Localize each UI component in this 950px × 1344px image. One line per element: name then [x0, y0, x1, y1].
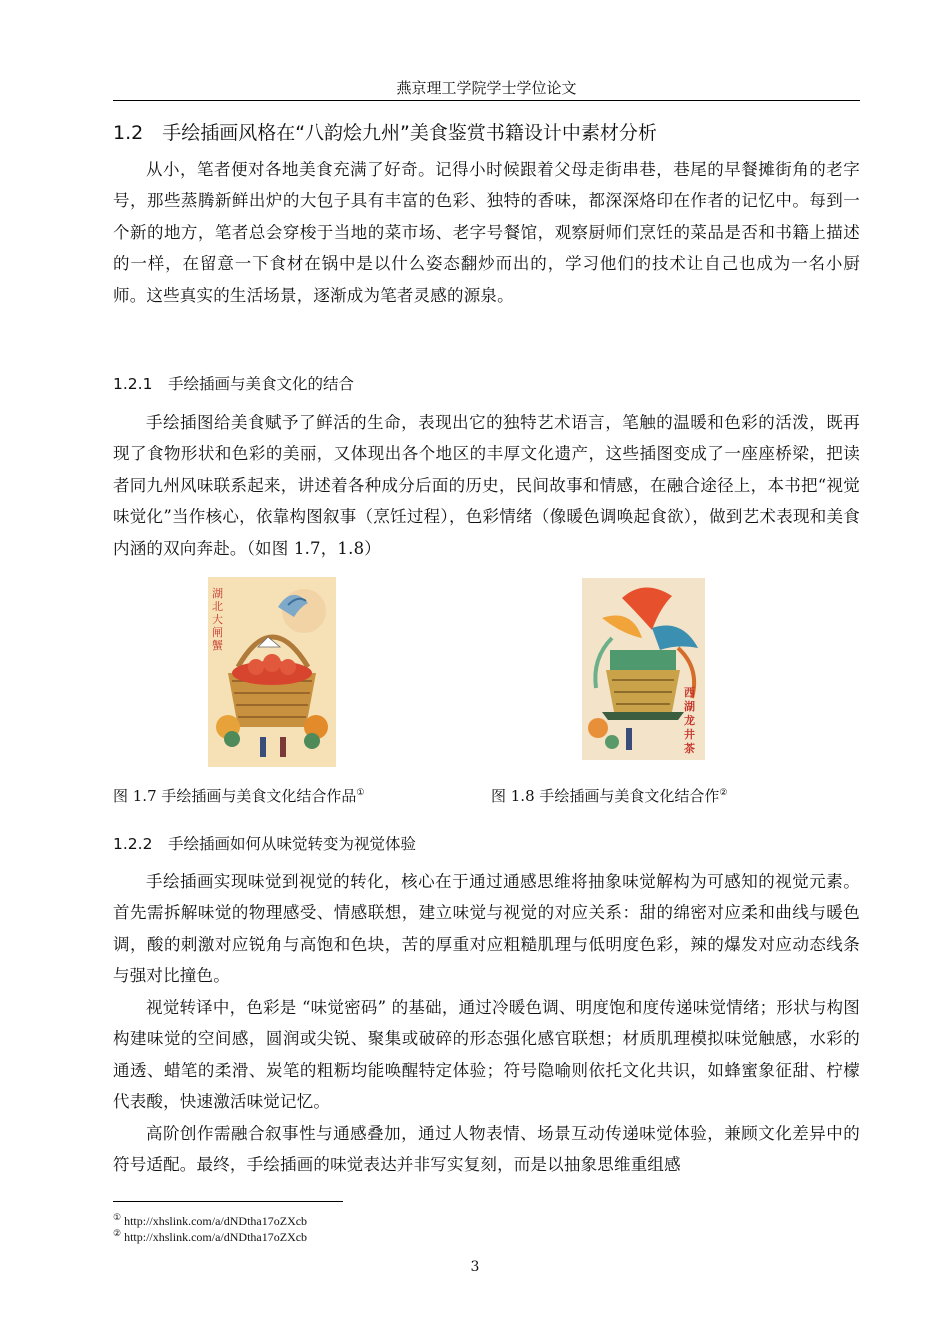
footnote-rule — [113, 1201, 343, 1202]
figure-1-7-caption — [113, 785, 364, 806]
paragraph-1: 从小，笔者便对各地美食充满了好奇。记得小时候跟着父母走街串巷，巷尾的早餐摊街角的老字号，那些蒸腾新鲜出炉的大包子具有丰富的色彩、独特的香味，都深深烙印在作者的记忆中。每到一个新的地方，笔者总会穿梭于当地的菜市场、老字号餐馆，观察厨师们烹饪的菜品是否和书籍上描述的一样，在留意一下食材在锅中是以什么姿态翻炒而出的，学习他们的技术让自己也成为一名小厨师。这些真实的生活场景，逐渐成为笔者灵感的源泉。 — [113, 160, 860, 305]
running-header: 燕京理工学院学士学位论文 — [396, 79, 577, 97]
footnote-1 — [113, 1212, 307, 1229]
figure-1-8-title-art: 西湖龙井茶 — [684, 686, 695, 755]
figure-1-7 — [208, 577, 336, 771]
section-title: 1.2 手绘插画风格在“八韵烩九州”美食鉴赏书籍设计中素材分析 — [113, 122, 657, 144]
paragraph-4: 视觉转译中，色彩是 “味觉密码” 的基础，通过冷暖色调、明度饱和度传递味觉情绪；形状与构图构建味觉的空间感，圆润或尖锐、聚集或破碎的形态强化感官联想；材质肌理模拟味觉触感，水彩的通透、蜡笔的柔滑、炭笔的粗粝均能唤醒特定体验；符号隐喻则依托文化共识，如蜂蜜象征甜、柠檬代表酸，快速激活味觉记忆。 — [113, 998, 860, 1112]
header-rule — [113, 100, 860, 101]
figure-1-8-caption — [491, 785, 727, 806]
footnote-2-mark: ② — [113, 1228, 122, 1238]
subsection-title-2: 1.2.2 手绘插画如何从味觉转变为视觉体验 — [113, 835, 416, 853]
footnote-1-link[interactable]: http://xhslink.com/a/dNDtha17oZXcb — [124, 1214, 308, 1228]
figure-1-7-caption-text: 图 1.7 手绘插画与美食文化结合作品 — [113, 787, 357, 805]
figure-1-8 — [582, 578, 705, 764]
page-number: 3 — [470, 1259, 480, 1275]
figure-1-7-title-art: 湖北大闸蟹 — [212, 587, 223, 652]
footnote-1-mark: ① — [113, 1212, 122, 1222]
figure-1-8-caption-text: 图 1.8 手绘插画与美食文化结合作 — [491, 787, 720, 805]
figure-1-8-footnote-mark: ② — [719, 788, 728, 798]
figure-1-7-footnote-mark: ① — [356, 788, 365, 798]
footnote-2-link[interactable]: http://xhslink.com/a/dNDtha17oZXcb — [124, 1230, 308, 1244]
figure-1-7-illustration — [208, 577, 336, 767]
footnote-2 — [113, 1228, 307, 1245]
paragraph-3: 手绘插画实现味觉到视觉的转化，核心在于通过通感思维将抽象味觉解构为可感知的视觉元素。首先需拆解味觉的物理感受、情感联想，建立味觉与视觉的对应关系：甜的绵密对应柔和曲线与暖色调，酸的刺激对应锐角与高饱和色块，苦的厚重对应粗糙肌理与低明度色彩，辣的爆发对应动态线条与强对比撞色。 — [113, 872, 860, 986]
subsection-title-1: 1.2.1 手绘插画与美食文化的结合 — [113, 375, 354, 393]
paragraph-5: 高阶创作需融合叙事性与通感叠加，通过人物表情、场景互动传递味觉体验，兼顾文化差异中的符号适配。最终，手绘插画的味觉表达并非写实复刻，而是以抽象思维重组感 — [113, 1124, 860, 1175]
paragraph-2: 手绘插图给美食赋予了鲜活的生命，表现出它的独特艺术语言，笔触的温暖和色彩的活泼，既再现了食物形状和色彩的美丽，又体现出各个地区的丰厚文化遗产，这些插图变成了一座座桥梁，把读者同九州风味联系起来，讲述着各种成分后面的历史，民间故事和情感，在融合途径上，本书把“视觉味觉化”当作核心，依靠构图叙事（烹饪过程），色彩情绪（像暖色调唤起食欲），做到艺术表现和美食内涵的双向奔赴。（如图 1.7，1.8） — [113, 413, 860, 558]
